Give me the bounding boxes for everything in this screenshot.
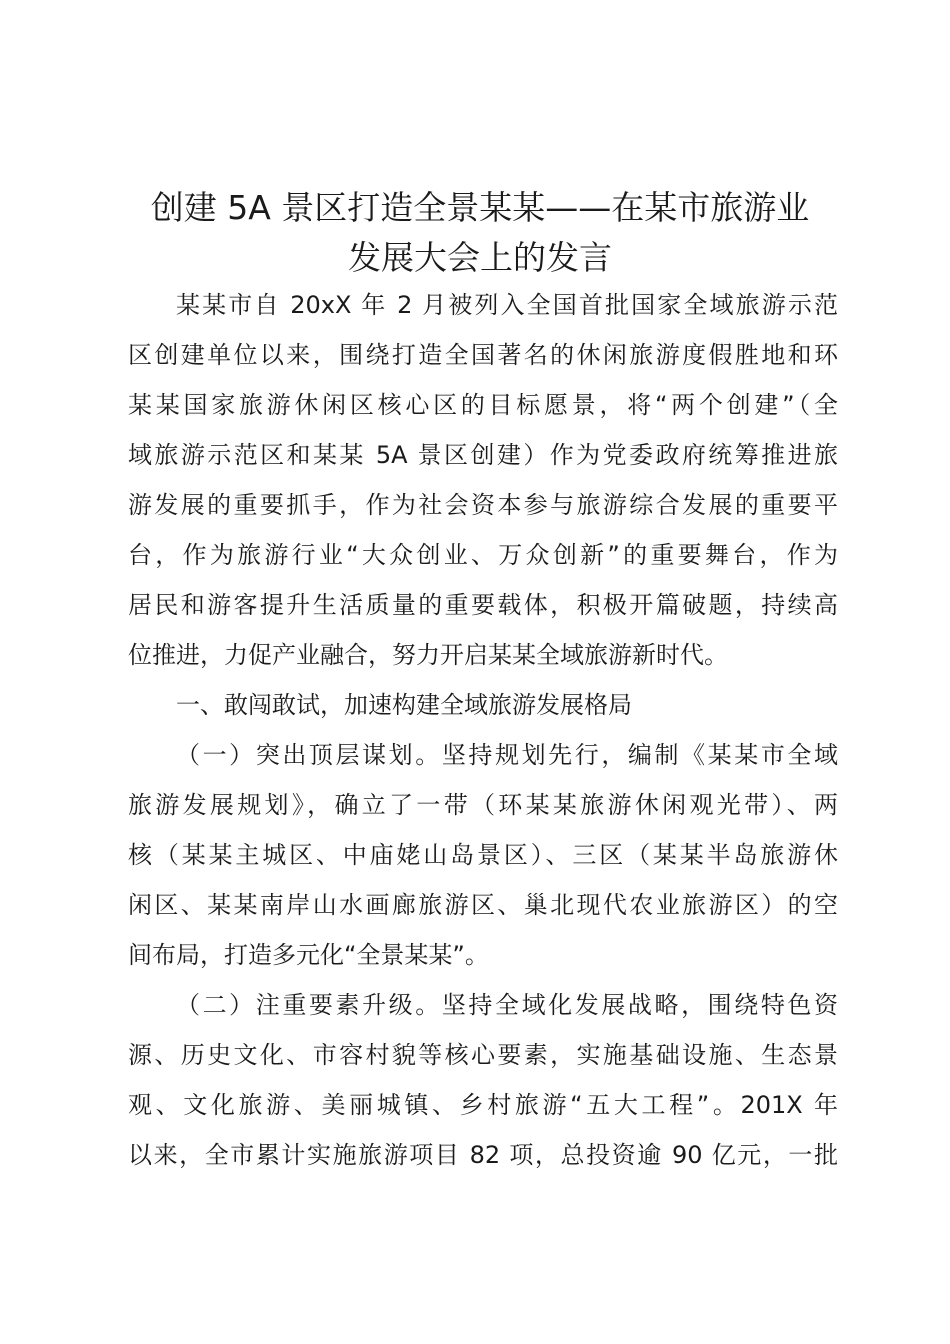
paragraph-3-line-2: 源、历史文化、市容村貌等核心要素，实施基础设施、生态景: [128, 1041, 838, 1069]
paragraph-2-line-4: 闲区、某某南岸山水画廊旅游区、巢北现代农业旅游区）的空: [128, 891, 838, 919]
paragraph-2-line-2: 旅游发展规划》，确立了一带（环某某旅游休闲观光带）、两: [128, 791, 838, 819]
section-heading-1: 一、敢闯敢试，加速构建全域旅游发展格局: [176, 691, 632, 719]
paragraph-1-line-4: 域旅游示范区和某某 5A 景区创建）作为党委政府统筹推进旅: [128, 441, 838, 469]
paragraph-1-line-6: 台，作为旅游行业“大众创业、万众创新”的重要舞台，作为: [128, 541, 838, 569]
document-title-line-2: 发展大会上的发言: [348, 238, 612, 277]
paragraph-2-line-1: （一）突出顶层谋划。坚持规划先行，编制《某某市全域: [176, 741, 838, 769]
paragraph-1-line-8: 位推进，力促产业融合，努力开启某某全域旅游新时代。: [128, 641, 728, 669]
paragraph-2-line-5: 间布局，打造多元化“全景某某”。: [128, 941, 489, 969]
paragraph-3-line-1: （二）注重要素升级。坚持全域化发展战略，围绕特色资: [176, 991, 838, 1019]
paragraph-1-line-5: 游发展的重要抓手，作为社会资本参与旅游综合发展的重要平: [128, 491, 838, 519]
paragraph-2-line-3: 核（某某主城区、中庙姥山岛景区）、三区（某某半岛旅游休: [128, 841, 838, 869]
paragraph-1-line-2: 区创建单位以来，围绕打造全国著名的休闲旅游度假胜地和环: [128, 341, 838, 369]
paragraph-1-line-3: 某某国家旅游休闲区核心区的目标愿景，将“两个创建”（全: [128, 391, 838, 419]
document-title-line-1: 创建 5A 景区打造全景某某——在某市旅游业: [150, 188, 810, 227]
paragraph-3-line-4: 以来，全市累计实施旅游项目 82 项，总投资逾 90 亿元，一批: [128, 1141, 838, 1169]
paragraph-3-line-3: 观、文化旅游、美丽城镇、乡村旅游“五大工程”。201X 年: [128, 1091, 838, 1119]
paragraph-1-line-1: 某某市自 20xX 年 2 月被列入全国首批国家全域旅游示范: [176, 291, 838, 319]
paragraph-1-line-7: 居民和游客提升生活质量的重要载体，积极开篇破题，持续高: [128, 591, 838, 619]
